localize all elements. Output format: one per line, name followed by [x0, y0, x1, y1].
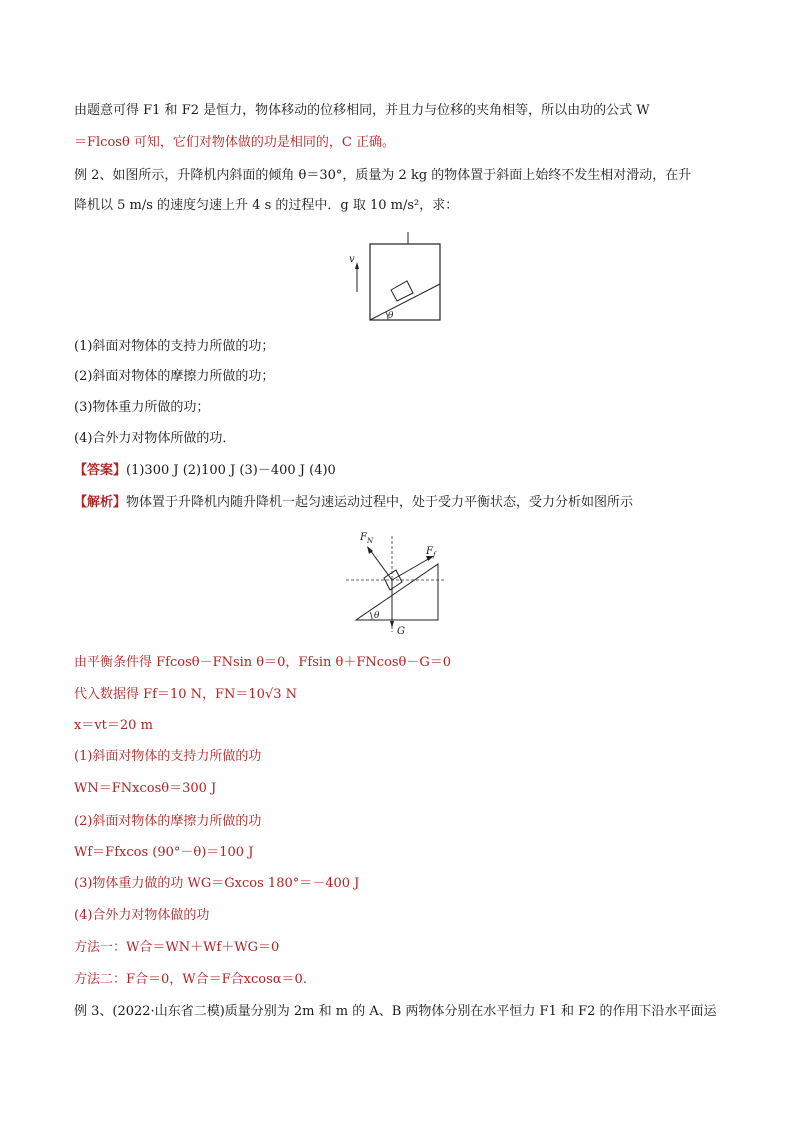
- solution-4: (1)斜面对物体的支持力所做的功: [74, 749, 262, 764]
- analysis2-line: [74, 493, 633, 513]
- example2-line1: 例 2、如图所示，升降机内斜面的倾角 θ＝30°，质量为 2 kg 的物体置于斜面上始终不发生相对滑动，在升: [74, 168, 692, 183]
- analysis2-tag: 【解析】: [74, 495, 127, 510]
- solution-5: WN＝FNxcosθ＝300 J: [74, 781, 217, 796]
- question-4: (4)合外力对物体所做的功．: [74, 431, 236, 446]
- example2-line2: 降机以 5 m/s 的速度匀速上升 4 s 的过程中．g 取 10 m/s²，求：: [74, 198, 459, 213]
- analysis1-line2: ＝Flcosθ 可知，它们对物体做的功是相同的，C 正确。: [74, 135, 395, 150]
- force-diagram: [340, 528, 460, 640]
- solution-8: (3)物体重力做的功 WG＝Gxcos 180°＝－400 J: [74, 876, 360, 891]
- solution-11: 方法二：F合＝0，W合＝F合xcosα＝0.: [74, 972, 307, 987]
- analysis1-line1: 由题意可得 F1 和 F2 是恒力，物体移动的位移相同，并且力与位移的夹角相等，所以由功的公式 W: [74, 103, 650, 118]
- v-label: v: [349, 254, 355, 265]
- solution-3: x＝vt＝20 m: [74, 718, 153, 733]
- answer-line: [74, 461, 336, 481]
- question-1: (1)斜面对物体的支持力所做的功；: [74, 339, 275, 354]
- elevator-figure: [340, 228, 450, 328]
- theta-label-1: θ: [388, 311, 394, 321]
- g-label: G: [397, 626, 405, 637]
- solution-9: (4)合外力对物体做的功: [74, 908, 210, 923]
- solution-10: 方法一：W合＝WN＋Wf＋WG＝0: [74, 940, 280, 955]
- solution-6: (2)斜面对物体的摩擦力所做的功: [74, 814, 262, 829]
- example3-line: 例 3、(2022·山东省二模)质量分别为 2m 和 m 的 A、B 两物体分别在水平恒力 F1 和 F2 的作用下沿水平面运: [74, 1004, 717, 1019]
- question-3: (3)物体重力所做的功；: [74, 400, 210, 415]
- ff-label: $F_f$: [426, 546, 436, 559]
- solution-7: Wf＝Ffxcos (90°－θ)＝100 J: [74, 845, 254, 860]
- analysis2-text: 物体置于升降机内随升降机一起匀速运动过程中，处于受力平衡状态，受力分析如图所示: [126, 495, 634, 510]
- answer-tag: 【答案】: [74, 463, 127, 478]
- answer-text: (1)300 J (2)100 J (3)－400 J (4)0: [126, 463, 336, 478]
- theta-label-2: θ: [374, 611, 380, 621]
- solution-2: 代入数据得 Ff＝10 N，FN＝10√3 N: [74, 687, 298, 702]
- solution-1: 由平衡条件得 Ffcosθ－FNsin θ＝0，Ffsin θ＋FNcosθ－G＝0: [74, 655, 452, 670]
- question-2: (2)斜面对物体的摩擦力所做的功；: [74, 369, 275, 384]
- fn-label: $F_N$: [360, 532, 374, 545]
